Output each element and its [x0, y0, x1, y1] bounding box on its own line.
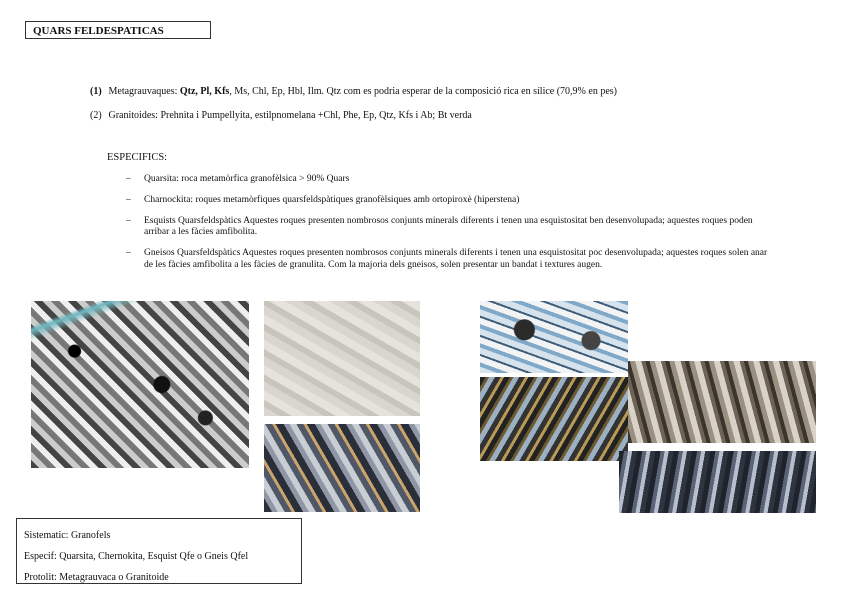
- page-title: QUARS FELDESPATICAS: [25, 21, 211, 39]
- micrograph-image: [264, 301, 420, 416]
- bullet-item: – Esquists Quarsfeldspàtics Aquestes roques presenten nombrosos conjunts minerals diferents i tenen una esquistositat ben desenvolupada; aquestes roques poden arribar a les fàcies amfibolita.: [126, 216, 776, 240]
- micrograph-image: [628, 361, 816, 443]
- item-number: (2): [90, 110, 102, 121]
- list-item: [90, 110, 617, 121]
- micrograph-image: [31, 301, 249, 468]
- especif-line: Especif: Quarsita, Chernokita, Esquist Qfe o Gneis Qfel: [24, 551, 249, 562]
- item-number: (1): [90, 86, 102, 97]
- sistematic-line: Sistematic: Granofels: [24, 530, 111, 541]
- item-text: , Ms, Chl, Ep, Hbl, Ilm. Qtz com es podria esperar de la composició rica en sílice (70,9% en pes): [229, 86, 617, 97]
- especifics-heading: ESPECIFICS:: [107, 152, 168, 163]
- item-label: Granitoides:: [108, 110, 161, 121]
- protolit-line: Protolit: Metagrauvaca o Granitoide: [24, 572, 169, 583]
- item-label: Metagrauvaques:: [108, 86, 180, 97]
- micrograph-image: [619, 451, 816, 513]
- micrograph-image: [480, 301, 628, 373]
- classification-summary: [16, 518, 302, 584]
- bullet-item: – Charnockita: roques metamòrfiques quarsfeldspàtiques granofèlsiques amb ortopiroxè (hiperstena): [126, 195, 776, 207]
- bullet-item: – Gneisos Quarsfeldspàtics Aquestes roques presenten nombrosos conjunts minerals diferents i tenen una esquistositat poc desenvolupada; aquestes roques solen anar de les fàcies amfibolita a les fàcies de granulita. Com la majoria dels gneisos, solen presentar un bandat i textures augen.: [126, 248, 776, 272]
- item-bold-minerals: Qtz, Pl, Kfs: [179, 86, 230, 97]
- especifics-list: [126, 174, 776, 281]
- bullet-item: – Quarsita: roca metamòrfica granofèlsica > 90% Quars: [126, 174, 776, 186]
- composition-list: [90, 86, 617, 134]
- micrograph-image: [264, 424, 420, 512]
- item-text: Prehnita i Pumpellyita, estilpnomelana +Chl, Phe, Ep, Qtz, Kfs i Ab; Bt verda: [160, 110, 472, 121]
- list-item: [90, 86, 617, 97]
- micrograph-image: [480, 377, 628, 461]
